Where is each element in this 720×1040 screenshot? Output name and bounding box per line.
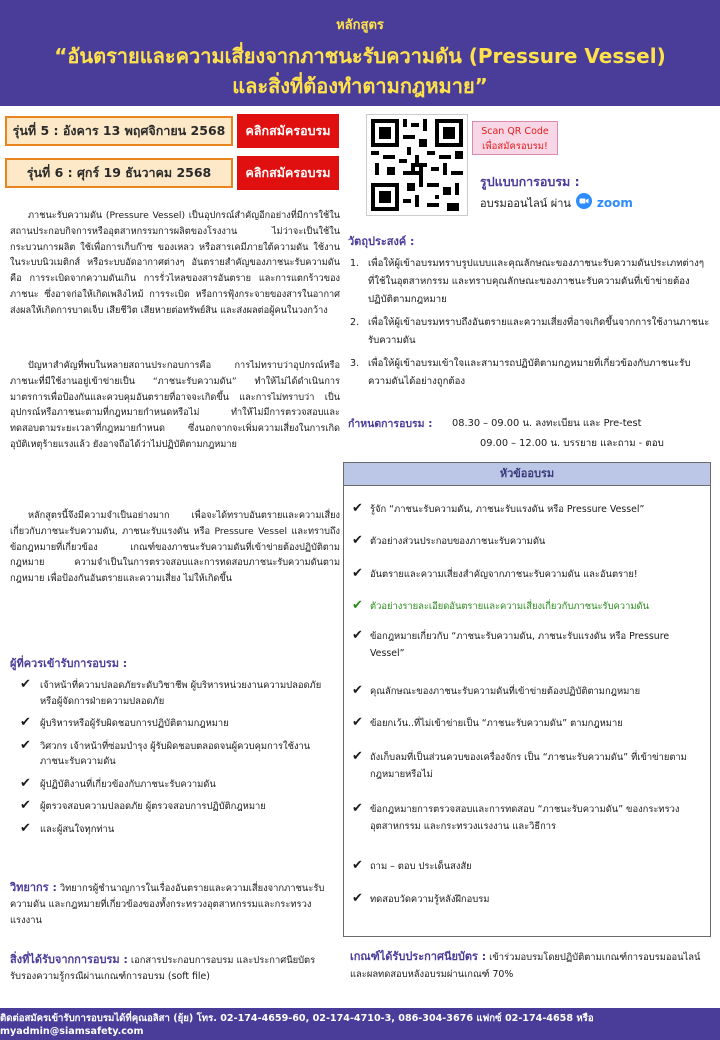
intro-paragraph-3: หลักสูตรนี้จึงมีความจำเป็นอย่างมาก เพื่อจะได้ทราบอันตรายและความเสี่ยงเกี่ยวกับภาชนะรับความดัน, ภาชนะรับแรงดัน หรือ Pressure Vessel และทราบถึงข้อกฎหมายที่เกี่ยวข้อง เกณฑ์ของภาชนะรับความดันที่เข้าข่ายต้องปฏิบัติตามกฎหมาย ความจำเป็นในการตรวจสอบและการทดสอบภาชนะรับความดันตามกฎหมาย เพื่อป้องกันอันตรายและความเสี่ยง ไม่ให้เกิดขึ้น [10, 510, 340, 585]
check-icon: ✔ [20, 715, 31, 730]
check-icon: ✔ [352, 628, 363, 643]
topic-item: ✔ อันตรายและความเสี่ยงสำคัญจากภาชนะรับความดัน และอันตราย! [352, 566, 638, 581]
register-round-6-button[interactable]: คลิกสมัครอบรม [237, 156, 339, 190]
audience-item: ✔ วิศวกร เจ้าหน้าที่ซ่อมบำรุง ผู้รับผิดชอบตลอดจนผู้ควบคุมการใช้งานภาชนะรับความดัน [20, 737, 311, 767]
check-icon: ✔ [20, 737, 31, 753]
topic-item: ✔ ทดสอบวัดความรู้หลังฝึกอบรม [352, 891, 490, 906]
course-label: หลักสูตร [336, 18, 384, 33]
check-icon: ✔ [352, 683, 363, 698]
check-icon: ✔ [352, 533, 363, 548]
audience-item: ✔ และผู้สนใจทุกท่าน [20, 820, 115, 836]
check-icon: ✔ [352, 749, 363, 764]
objective-item: 1. เพื่อให้ผู้เข้าอบรมทราบรูปแบบและคุณลักษณะของภาชนะรับความดันประเภทต่างๆ ที่ใช้ในอุตสาหกรรม และทราบคุณลักษณะของภาชนะรับความดันที่เข้าข่ายต้องปฏิบัติตามกฎหมาย [350, 258, 704, 305]
check-icon: ✔ [352, 598, 363, 613]
certificate-text: เข้าร่วมอบรมโดยปฏิบัติตามเกณฑ์การอบรมออนไลน์และผลทดสอบหลังอบรมผ่านเกณฑ์ 70% [350, 952, 701, 980]
qr-code[interactable] [366, 114, 468, 216]
topic-item: ✔ ข้อกฎหมายเกี่ยวกับ “ภาชนะรับความดัน, ภาชนะรับแรงดัน หรือ Pressure Vessel” [352, 628, 670, 659]
check-icon: ✔ [20, 775, 31, 791]
topic-item: ✔ ตัวอย่างส่วนประกอบของภาชนะรับความดัน [352, 533, 546, 548]
course-title-line1: “อันตรายและความเสี่ยงจากภาชนะรับความดัน (Pressure Vessel) [54, 44, 666, 68]
audience-title: ผู้ที่ควรเข้ารับการอบรม : [10, 657, 128, 670]
certificate-section [350, 948, 710, 983]
benefits-text: เอกสารประกอบการอบรม และประกาศนียบัตรรับรองความรู้กรณีผ่านเกณฑ์การอบรม (soft file) [10, 955, 316, 982]
qr-scan-badge [472, 121, 558, 155]
topic-item: ✔ ข้อยกเว้น..ที่ไม่เข้าข่ายเป็น “ภาชนะรับความดัน” ตามกฎหมาย [352, 715, 623, 730]
check-icon: ✔ [352, 858, 363, 873]
check-icon: ✔ [352, 566, 363, 581]
audience-item: ✔ เจ้าหน้าที่ความปลอดภัยระดับวิชาชีพ ผู้บริหารหน่วยงานความปลอดภัย หรือผู้จัดการฝ่ายความปลอดภัย [20, 677, 322, 707]
topics-box [343, 462, 711, 937]
topic-item: ✔ รู้จัก “ภาชนะรับความดัน, ภาชนะรับแรงดัน หรือ Pressure Vessel” [352, 501, 645, 516]
schedule-line-1: 08.30 – 09.00 น. ลงทะเบียน และ Pre-test [452, 418, 642, 429]
audience-item: ✔ ผู้บริหารหรือผู้รับผิดชอบการปฏิบัติตามกฎหมาย [20, 715, 229, 730]
format-text [480, 193, 633, 212]
schedule-title: กำหนดการอบรม : [348, 418, 433, 430]
topic-item: ✔ คุณลักษณะของภาชนะรับความดันที่เข้าข่ายต้องปฏิบัติตามกฎหมาย [352, 683, 641, 698]
benefits-title: สิ่งที่ได้รับจากการอบรม : [10, 953, 128, 966]
check-icon: ✔ [352, 801, 363, 816]
schedule-line-2: 09.00 – 12.00 น. บรรยาย และถาม - ตอบ [480, 438, 664, 449]
certificate-title: เกณฑ์ได้รับประกาศนียบัตร : [350, 950, 487, 963]
audience-item: ✔ ผู้ตรวจสอบความปลอดภัย ผู้ตรวจสอบการปฏิบัติกฎหมาย [20, 798, 266, 813]
topic-item-highlight: ✔ ตัวอย่างรายละเอียดอันตรายและความเสี่ยงเกี่ยวกับภาชนะรับความดัน [352, 598, 650, 613]
speaker-section [10, 880, 330, 929]
format-description: อบรมออนไลน์ ผ่าน [480, 196, 571, 210]
topic-item: ✔ ข้อกฎหมายการตรวจสอบและการทดสอบ “ภาชนะรับความดัน” ของกระทรวงอุตสาหกรรม และกระทรวงแรงงาน และวิธีการ [352, 801, 680, 832]
objectives-title: วัตถุประสงค์ : [348, 235, 415, 248]
speaker-text: วิทยากรผู้ชำนาญการในเรื่องอันตรายและความเสี่ยงจากภาชนะรับความดัน และกฎหมายที่เกี่ยวข้องของทั้งกระทรวงอุตสาหกรรมและกระทรวงแรงงาน [10, 883, 325, 926]
speaker-title: วิทยากร : [10, 881, 57, 894]
round-6-date: รุ่นที่ 6 : ศุกร์ 19 ธันวาคม 2568 [5, 158, 233, 188]
zoom-icon [576, 193, 592, 212]
round-5-date: รุ่นที่ 5 : อังคาร 13 พฤศจิกายน 2568 [5, 116, 233, 146]
check-icon: ✔ [352, 501, 363, 516]
audience-item: ✔ ผู้ปฏิบัติงานที่เกี่ยวข้องกับภาชนะรับความดัน [20, 775, 216, 791]
intro-paragraph-1: ภาชนะรับความดัน (Pressure Vessel) เป็นอุปกรณ์สำคัญอีกอย่างที่มีการใช้ในสถานประกอบกิจการหรืออุตสาหกรรมการผลิตของโรงงาน ไม่ว่าจะเป็นใช้ในกระบวนการผลิต ใช้เพื่อการเก็บก๊าซ ของเหลว หรือสารเคมีภายใต้ความดัน ใช้งานในระบบนิวเมติกส์ หรือระบบอัดอากาศต่างๆ อันตรายสำคัญของภาชนะรับความดัน คือ การระเบิดจากความดันเกิน การรั่วไหลของสารอันตราย และการแตกร้าวของภาชนะ ซึ่งอาจก่อให้เกิดเพลิงไหม้ การระเบิด หรือการฟุ้งกระจายของสารในอากาศ ส่งผลให้เกิดการบาดเจ็บ เสียชีวิต เสียหายต่อทรัพย์สิน และส่งผลต่อผู้คนในวงกว้าง [10, 210, 340, 316]
check-icon: ✔ [20, 677, 31, 692]
objective-item: 3. เพื่อให้ผู้เข้าอบรมเข้าใจและสามารถปฏิบัติตามกฎหมายที่เกี่ยวข้องกับภาชนะรับความดันได้อย่างถูกต้อง [350, 358, 691, 387]
check-icon: ✔ [20, 820, 31, 836]
check-icon: ✔ [352, 891, 363, 906]
contact-text[interactable]: ติดต่อสมัครเข้ารับการอบรมได้ที่คุณอลิสา (ยุ้ย) โทร. 02-174-4659-60, 02-174-4710-3, 086-304-3676 แฟกซ์ 02-174-4658 หรือ myadmin@siamsafety.com [0, 1013, 594, 1037]
objective-item: 2. เพื่อให้ผู้เข้าอบรมทราบถึงอันตรายและความเสี่ยงที่อาจเกิดขึ้นจากการใช้งานภาชนะรับความดัน [350, 317, 710, 346]
check-icon: ✔ [352, 715, 363, 730]
register-round-5-button[interactable]: คลิกสมัครอบรม [237, 114, 339, 148]
qr-badge-line1: Scan QR Code [481, 126, 549, 137]
contact-footer [0, 1008, 720, 1040]
benefits-section [10, 952, 330, 985]
format-title: รูปแบบการอบรม : [480, 174, 580, 189]
header-banner [0, 0, 720, 106]
topic-item: ✔ ถังเก็บลมที่เป็นส่วนควบของเครื่องจักร เป็น “ภาชนะรับความดัน” ที่เข้าข่ายตามกฎหมายหรือไม่ [352, 749, 687, 780]
objectives-list [348, 255, 710, 396]
topic-item: ✔ ถาม – ตอบ ประเด็นสงสัย [352, 858, 472, 873]
topics-title: หัวข้ออบรม [344, 463, 710, 486]
intro-paragraph-2: ปัญหาสำคัญที่พบในหลายสถานประกอบการคือ การไม่ทราบว่าอุปกรณ์หรือภาชนะที่มีใช้งานอยู่เข้าข่ายเป็น “ภาชนะรับความดัน” ทำให้ไม่ได้ดำเนินการมาตรการเพื่อป้องกันและควบคุมอันตรายที่อาจจะเกิดขึ้น และการไม่ทราบว่า เป็นอุปกรณ์หรือภาชนะตามที่กฎหมายกำหนดหรือไม่ ทำให้ไม่มีการตรวจสอบและทดสอบตามระยะเวลาที่กฎหมายกำหนด ซึ่งนอกจากจะเพิ่มความเสี่ยงในการเกิดอุบัติเหตุร้ายแรงแล้ว ยังอาจถือได้ว่าไม่ปฏิบัติตามกฎหมาย [10, 360, 340, 450]
qr-badge-line2: เพื่อสมัครอบรม! [482, 141, 548, 152]
zoom-logo-text: zoom [596, 195, 633, 210]
check-icon: ✔ [20, 798, 31, 813]
course-title-line2: และสิ่งที่ต้องทำตามกฎหมาย” [232, 74, 488, 98]
audience-list [18, 678, 323, 844]
